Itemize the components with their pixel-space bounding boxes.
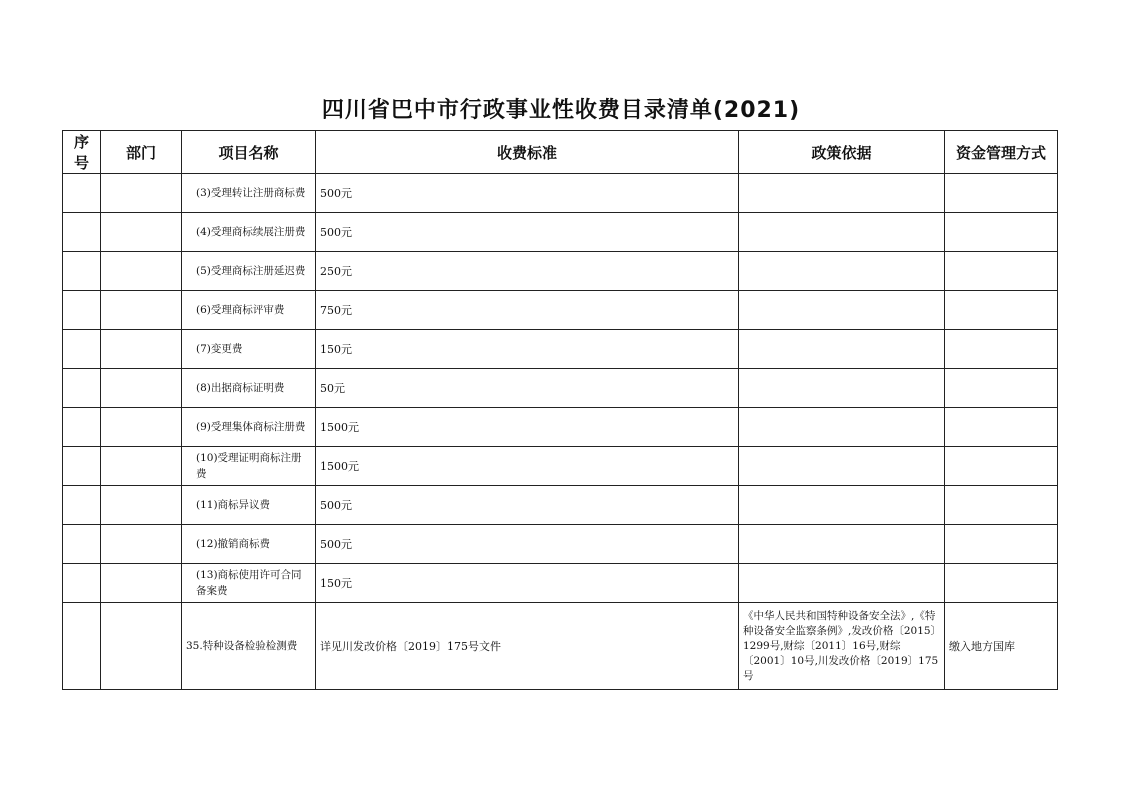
cell-item: (6)受理商标评审费 xyxy=(196,304,285,316)
cell-policy xyxy=(739,174,945,213)
cell-seq xyxy=(63,486,101,525)
cell-fund xyxy=(945,447,1058,486)
column-header-policy: 政策依据 xyxy=(739,131,945,174)
column-header-item: 项目名称 xyxy=(182,131,316,174)
cell-fund xyxy=(945,174,1058,213)
table-row xyxy=(63,213,1058,252)
cell-fund xyxy=(945,564,1058,603)
cell-item: (4)受理商标续展注册费 xyxy=(196,226,306,238)
cell-seq xyxy=(63,291,101,330)
cell-standard: 750元 xyxy=(316,291,739,330)
cell-item: (5)受理商标注册延迟费 xyxy=(196,265,306,277)
cell-seq xyxy=(63,330,101,369)
table-row xyxy=(63,486,1058,525)
cell-fund xyxy=(945,291,1058,330)
cell-policy xyxy=(739,369,945,408)
cell-fund xyxy=(945,486,1058,525)
cell-standard: 1500元 xyxy=(316,447,739,486)
cell-dept xyxy=(101,291,182,330)
table-row xyxy=(63,525,1058,564)
table-row xyxy=(63,252,1058,291)
fee-catalog-table xyxy=(62,130,1058,690)
cell-dept xyxy=(101,603,182,690)
cell-seq xyxy=(63,213,101,252)
cell-policy xyxy=(739,252,945,291)
column-header-seq: 序号 xyxy=(63,131,101,174)
table-row xyxy=(63,369,1058,408)
cell-dept xyxy=(101,525,182,564)
cell-policy xyxy=(739,564,945,603)
cell-standard: 250元 xyxy=(316,252,739,291)
cell-item: (10)受理证明商标注册费 xyxy=(196,452,302,480)
table-row xyxy=(63,408,1058,447)
cell-dept xyxy=(101,564,182,603)
cell-standard: 500元 xyxy=(316,525,739,564)
cell-item: (8)出据商标证明费 xyxy=(196,382,285,394)
cell-standard: 1500元 xyxy=(316,408,739,447)
page-title: 四川省巴中市行政事业性收费目录清单(2021) xyxy=(321,98,801,123)
cell-standard: 150元 xyxy=(316,564,739,603)
cell-item: (12)撤销商标费 xyxy=(196,538,271,550)
cell-fund xyxy=(945,525,1058,564)
cell-seq xyxy=(63,525,101,564)
cell-fund xyxy=(945,408,1058,447)
cell-policy xyxy=(739,447,945,486)
cell-item: (11)商标异议费 xyxy=(196,499,271,511)
table-row xyxy=(63,564,1058,603)
cell-fund xyxy=(945,213,1058,252)
table-row xyxy=(63,291,1058,330)
cell-policy xyxy=(739,486,945,525)
cell-standard: 500元 xyxy=(316,486,739,525)
cell-dept xyxy=(101,330,182,369)
column-header-dept: 部门 xyxy=(101,131,182,174)
cell-dept xyxy=(101,369,182,408)
cell-standard: 50元 xyxy=(316,369,739,408)
cell-seq xyxy=(63,564,101,603)
cell-standard: 150元 xyxy=(316,330,739,369)
cell-item: (7)变更费 xyxy=(196,343,243,355)
cell-fund: 缴入地方国库 xyxy=(945,603,1058,690)
cell-seq xyxy=(63,447,101,486)
cell-standard: 详见川发改价格〔2019〕175号文件 xyxy=(316,603,739,690)
cell-policy xyxy=(739,330,945,369)
table-row xyxy=(63,603,1058,690)
cell-dept xyxy=(101,486,182,525)
cell-seq xyxy=(63,603,101,690)
column-header-fund: 资金管理方式 xyxy=(945,131,1058,174)
cell-dept xyxy=(101,213,182,252)
cell-dept xyxy=(101,408,182,447)
cell-policy: 《中华人民共和国特种设备安全法》,《特种设备安全监察条例》,发改价格〔2015〕1299号,财综〔2011〕16号,财综〔2001〕10号,川发改价格〔2019〕175号 xyxy=(739,603,945,690)
cell-item: (13)商标使用许可合同备案费 xyxy=(196,569,302,597)
cell-item: (3)受理转让注册商标费 xyxy=(196,187,306,199)
cell-standard: 500元 xyxy=(316,174,739,213)
cell-standard: 500元 xyxy=(316,213,739,252)
table-header-row xyxy=(63,131,1058,174)
table-row xyxy=(63,174,1058,213)
cell-fund xyxy=(945,369,1058,408)
cell-dept xyxy=(101,252,182,291)
cell-item: (9)受理集体商标注册费 xyxy=(196,421,306,433)
cell-seq xyxy=(63,408,101,447)
cell-fund xyxy=(945,330,1058,369)
cell-item: 35.特种设备检验检测费 xyxy=(182,603,316,690)
table-row xyxy=(63,330,1058,369)
cell-policy xyxy=(739,213,945,252)
column-header-standard: 收费标准 xyxy=(316,131,739,174)
cell-seq xyxy=(63,252,101,291)
cell-policy xyxy=(739,408,945,447)
cell-seq xyxy=(63,369,101,408)
cell-seq xyxy=(63,174,101,213)
cell-dept xyxy=(101,174,182,213)
cell-policy xyxy=(739,291,945,330)
cell-fund xyxy=(945,252,1058,291)
cell-dept xyxy=(101,447,182,486)
cell-policy xyxy=(739,525,945,564)
table-row xyxy=(63,447,1058,486)
